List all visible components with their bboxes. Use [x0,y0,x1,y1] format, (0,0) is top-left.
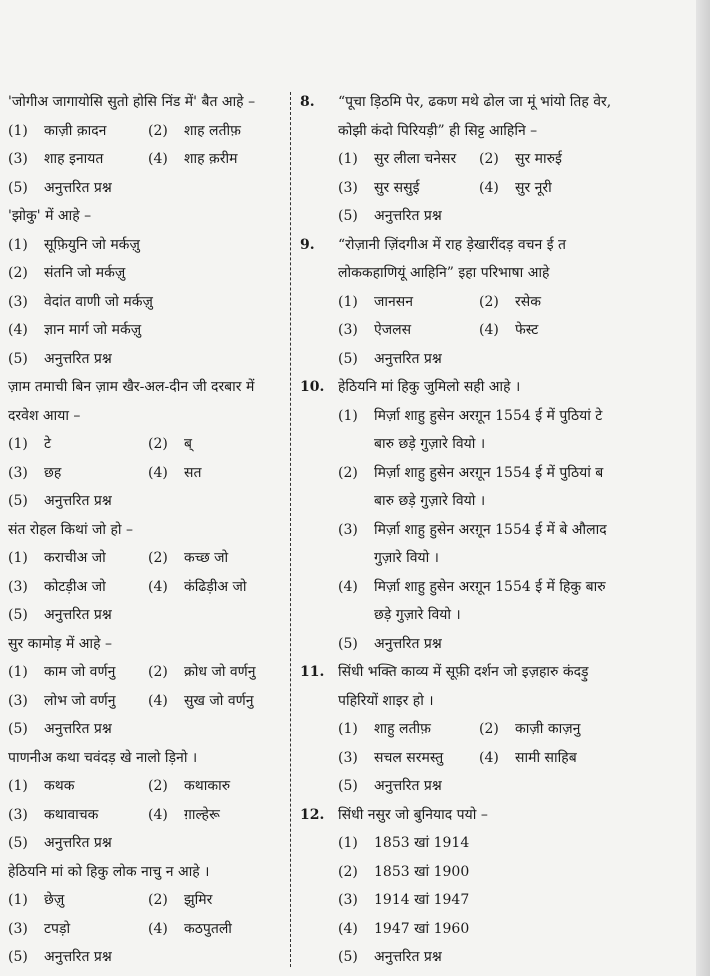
option[interactable]: (4) सत [148,464,202,481]
option[interactable]: (2) काज़ी काज़नु [479,721,581,737]
options [8,231,288,374]
option[interactable]: (4) 1947 खां 1960 [338,920,470,937]
question-left-5 [8,630,288,744]
option[interactable]: (4) सुख जो वर्णनु [148,692,254,709]
option[interactable]: (1) 1853 खां 1914 [338,835,470,851]
question-stem: सिंधी नसुर जो बुनियाद पयो – [338,806,488,823]
option[interactable]: (2) सुर मारुई [479,151,562,167]
question-10 [300,373,620,658]
question-stem: हेठियनि मां को हिकु लोक नाचु न आहे । [8,863,210,880]
option[interactable]: (5) अनुत्तरित प्रश्न [338,778,442,794]
option[interactable]: (1) मिर्ज़ा शाहु हुसेन अरग़ून 1554 ई में पुठियां टे बारु छड़े गुज़ारे वियो । [338,407,603,452]
option[interactable]: (4) ग़ाल्हेरू [148,806,220,823]
options [300,288,620,374]
option[interactable]: (5) अनुत्तरित प्रश्न [338,635,442,652]
question-left-7 [8,858,288,972]
option[interactable]: (3) टपड़ो [8,920,71,937]
option[interactable]: (4) फेस्ट [479,322,539,338]
option[interactable]: (1) काम जो वर्णनु [8,664,116,680]
option[interactable]: (3) कोटड़ीअ जो [8,578,106,595]
option[interactable]: (1) टे [8,436,52,452]
question-9 [300,231,620,374]
option[interactable]: (4) कंढिड़ीअ जो [148,578,247,595]
option[interactable]: (5) अनुत्तरित प्रश्न [338,949,442,965]
question-number: 9. [300,236,315,253]
option[interactable]: (3) सुर ससुई [338,179,420,196]
option[interactable]: (4) शाह क़रीम [148,151,238,167]
options [300,715,620,801]
question-stem: सिंधी भक्ति काव्य में सूफ़ी दर्शन जो इज़हारु कंदड़ु पहिरियों शाइर हो । [338,664,589,709]
option[interactable]: (1) शाहु लतीफ़ [338,721,431,737]
question-stem: संत रोहल किथां जो हो – [8,521,133,538]
left-column [8,88,288,972]
option[interactable]: (1) कराचीअ जो [8,550,106,566]
column-divider [290,92,291,967]
question-left-2 [8,202,288,373]
question-number: 10. [300,379,325,395]
option[interactable]: (4) मिर्ज़ा शाहु हुसेन अरग़ून 1554 ई में हिकु बारु छड़े गुज़ारे वियो । [338,578,606,623]
right-column [300,88,620,972]
options [8,430,288,516]
option[interactable]: (3) कथावाचक [8,806,99,823]
question-number: 11. [300,664,325,680]
question-stem: 'झोकु' में आहे – [8,208,92,224]
question-stem: पाणनीअ कथा चवंदड़ खे नालो ड़िनो । [8,749,198,766]
option[interactable]: (4) सामी साहिब [479,749,577,766]
question-stem: 'जोगीअ जागायोसि सुतो होसि निंड में' बैत आहे – [8,94,256,110]
question-11 [300,658,620,801]
question-stem: “रोज़ानी ज़िंदगीअ में राह ड़ेखारींदड़ वचन ई त लोककहाणियूं आहिनि” इहा परिभाषा आहे [338,236,567,281]
question-left-3 [8,373,288,516]
question-8 [300,88,620,231]
option[interactable]: (1) छेज़ु [8,892,65,908]
option[interactable]: (5) अनुत्तरित प्रश्न [8,949,112,965]
question-left-6 [8,744,288,858]
question-number: 12. [300,806,325,823]
options [300,402,620,659]
option[interactable]: (3) मिर्ज़ा शाहु हुसेन अरग़ून 1554 ई में बे औलाद गुज़ारे वियो । [338,521,607,566]
option[interactable]: (2) संतनि जो मर्कज़ु [8,265,126,281]
question-stem: सुर कामोड़ में आहे – [8,635,112,652]
option[interactable]: (5) अनुत्तरित प्रश्न [338,208,442,224]
options [8,117,288,203]
option[interactable]: (2) कथाकारु [148,778,231,794]
option[interactable]: (2) कच्छ जो [148,550,229,566]
options [8,886,288,972]
option[interactable]: (3) शाह इनायत [8,151,104,167]
option[interactable]: (2) क्रोध जो वर्णनु [148,664,256,680]
option[interactable]: (4) ज्ञान मार्ग जो मर्कज़ु [8,322,142,338]
option[interactable]: (3) सचल सरमस्तु [338,749,444,766]
options [300,829,620,972]
option[interactable]: (5) अनुत्तरित प्रश्न [8,350,112,367]
option[interactable]: (2) ब् [148,436,192,452]
options [8,544,288,630]
option[interactable]: (2) झुमिर [148,892,213,908]
option[interactable]: (2) मिर्ज़ा शाहु हुसेन अरग़ून 1554 ई में पुठियां ब बारु छड़े गुज़ारे वियो । [338,464,604,509]
option[interactable]: (4) सुर नूरी [479,179,552,196]
option[interactable]: (3) लोभ जो वर्णनु [8,692,116,709]
option[interactable]: (5) अनुत्तरित प्रश्न [8,493,112,509]
option[interactable]: (5) अनुत्तरित प्रश्न [8,179,112,196]
question-12 [300,801,620,972]
options [8,658,288,744]
option[interactable]: (2) शाह लतीफ़ [148,122,241,139]
option[interactable]: (2) 1853 खां 1900 [338,863,470,880]
option[interactable]: (1) काज़ी क़ादन [8,122,107,139]
option[interactable]: (3) ऐजलस [338,322,412,338]
question-stem: हेठियनि मां हिकु जुमिलो सही आहे । [338,379,521,395]
option[interactable]: (2) रसेक [479,293,541,310]
option[interactable]: (1) कथक [8,778,75,794]
question-stem: ज़ाम तमाची बिन ज़ाम खैर-अल-दीन जी दरबार में दरवेश आया – [8,379,255,424]
option[interactable]: (3) वेदांत वाणी जो मर्कज़ु [8,293,153,310]
option[interactable]: (5) अनुत्तरित प्रश्न [8,607,112,623]
page-edge [696,0,710,976]
option[interactable]: (3) 1914 खां 1947 [338,892,470,908]
question-left-4 [8,516,288,630]
option[interactable]: (3) छह [8,464,62,481]
option[interactable]: (1) जानसन [338,293,414,310]
question-left-1 [8,88,288,202]
option[interactable]: (1) सूफ़ियुनि जो मर्कज़ु [8,236,140,253]
option[interactable]: (5) अनुत्तरित प्रश्न [338,350,442,367]
option[interactable]: (5) अनुत्तरित प्रश्न [8,721,112,737]
options [8,772,288,858]
options [300,145,620,231]
question-number: 8. [300,94,315,110]
option[interactable]: (4) कठपुतली [148,920,232,937]
option[interactable]: (1) सुर लीला चनेसर [338,151,457,167]
question-stem: “पूचा ड़िठमि पेर, ढकण मथे ढोल जा मूं भांयो तिह वेर, कोझी कंदो पिरियड़ी” ही सिट्ट आहिनि – [338,94,612,139]
option[interactable]: (5) अनुत्तरित प्रश्न [8,835,112,851]
